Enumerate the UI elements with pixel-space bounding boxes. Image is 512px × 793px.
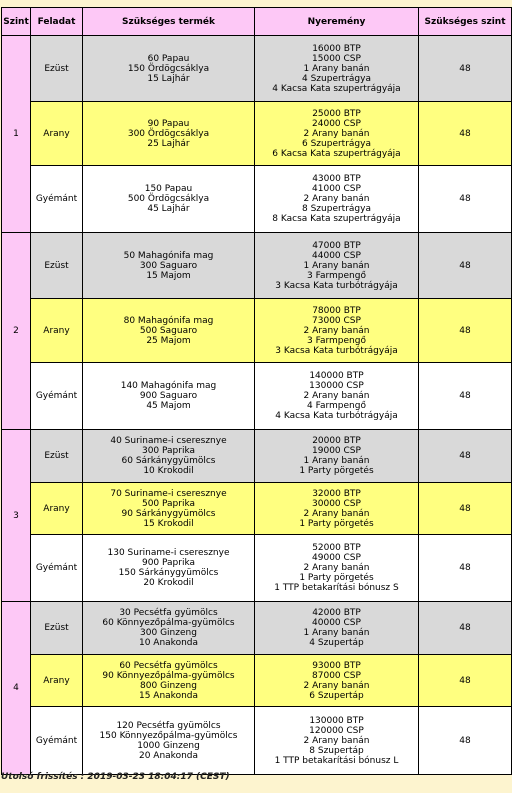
line: 1 Arany banán bbox=[303, 628, 370, 638]
line: 150 Könnyezőpálma-gyümölcs bbox=[99, 730, 238, 741]
line: 32000 BTP bbox=[312, 488, 361, 499]
line: 16000 BTP bbox=[312, 43, 361, 54]
line: 90 Sárkánygyümölcs bbox=[121, 508, 216, 519]
level-cell: 1 bbox=[2, 36, 31, 233]
line: 15 Majom bbox=[146, 270, 191, 281]
table-row bbox=[2, 363, 512, 430]
line: 47000 BTP bbox=[312, 240, 361, 251]
required-level-cell: 48 bbox=[419, 483, 512, 535]
required-level-cell: 48 bbox=[419, 102, 512, 166]
reward-cell bbox=[255, 363, 419, 430]
line: 2 Arany banán bbox=[303, 735, 370, 746]
line: 120 Pecsétfa gyümölcs bbox=[116, 720, 221, 731]
line: 4 Farmpengő bbox=[307, 401, 366, 411]
required-level-cell: 48 bbox=[419, 602, 512, 655]
line: 1 TTP betakarítási bónusz L bbox=[274, 755, 399, 766]
line: 2 Arany banán bbox=[303, 680, 370, 691]
required-cell bbox=[83, 655, 255, 707]
task-cell: Gyémánt bbox=[31, 166, 83, 233]
line: 70 Suriname-i cseresznye bbox=[110, 488, 227, 499]
required-cell bbox=[83, 166, 255, 233]
table-row bbox=[2, 166, 512, 233]
line: 6 Kacsa Kata szupertrágyája bbox=[272, 148, 401, 159]
line: 78000 BTP bbox=[312, 305, 361, 316]
line: 49000 CSP bbox=[312, 553, 361, 563]
line: 45 Majom bbox=[146, 401, 191, 411]
line: 2 Arany banán bbox=[303, 325, 370, 336]
line: 25 Majom bbox=[146, 335, 191, 346]
task-cell: Gyémánt bbox=[31, 707, 83, 775]
required-cell bbox=[83, 299, 255, 363]
line: 10 Krokodil bbox=[143, 466, 194, 476]
line: 2 Arany banán bbox=[303, 194, 370, 204]
line: 24000 CSP bbox=[312, 118, 361, 129]
line: 50 Mahagónifa mag bbox=[123, 250, 214, 261]
line: 15 Anakonda bbox=[138, 690, 199, 701]
line: 1 Arany banán bbox=[303, 456, 370, 466]
rewards-table bbox=[1, 7, 512, 775]
line: 2 Arany banán bbox=[303, 391, 370, 401]
line: 8 Kacsa Kata szupertrágyája bbox=[272, 214, 401, 224]
required-cell bbox=[83, 430, 255, 483]
line: 2 Arany banán bbox=[303, 508, 370, 519]
required-level-cell: 48 bbox=[419, 166, 512, 233]
line: 140000 BTP bbox=[309, 371, 364, 381]
line: 8 Szupertrágya bbox=[302, 204, 371, 214]
line: 19000 CSP bbox=[312, 446, 361, 456]
reward-cell bbox=[255, 535, 419, 602]
reward-cell bbox=[255, 299, 419, 363]
line: 42000 BTP bbox=[312, 608, 361, 618]
required-cell bbox=[83, 602, 255, 655]
line: 45 Lajhár bbox=[147, 204, 190, 214]
line: 6 Szupertáp bbox=[309, 690, 364, 701]
task-cell: Gyémánt bbox=[31, 535, 83, 602]
line: 500 Saguaro bbox=[139, 325, 198, 336]
line: 300 Ginzeng bbox=[140, 628, 197, 638]
line: 6 Szupertrágya bbox=[302, 138, 371, 149]
line: 3 Farmpengő bbox=[307, 270, 366, 281]
line: 300 Ördögcsáklya bbox=[127, 128, 210, 139]
line: 87000 CSP bbox=[312, 670, 361, 681]
required-cell bbox=[83, 36, 255, 102]
reward-cell bbox=[255, 166, 419, 233]
line: 25000 BTP bbox=[312, 108, 361, 119]
line: 4 Szupertáp bbox=[309, 638, 364, 648]
required-cell bbox=[83, 535, 255, 602]
task-cell: Arany bbox=[31, 483, 83, 535]
required-level-cell: 48 bbox=[419, 363, 512, 430]
header-level: Szint bbox=[2, 8, 31, 36]
line: 300 Paprika bbox=[141, 446, 196, 456]
table-row bbox=[2, 36, 512, 102]
level-cell: 4 bbox=[2, 602, 31, 775]
line: 2 Arany banán bbox=[303, 128, 370, 139]
line: 15 Krokodil bbox=[143, 518, 194, 529]
table-row bbox=[2, 535, 512, 602]
line: 500 Paprika bbox=[141, 498, 196, 509]
line: 1 Arany banán bbox=[303, 260, 370, 271]
line: 4 Kacsa Kata szupertrágyája bbox=[272, 83, 401, 94]
header-reward: Nyeremény bbox=[255, 8, 419, 36]
table-row bbox=[2, 102, 512, 166]
line: 93000 BTP bbox=[312, 660, 361, 671]
line: 15 Lajhár bbox=[147, 73, 190, 84]
line: 900 Saguaro bbox=[139, 391, 198, 401]
reward-cell bbox=[255, 655, 419, 707]
line: 44000 CSP bbox=[312, 250, 361, 261]
reward-cell bbox=[255, 36, 419, 102]
table-row bbox=[2, 483, 512, 535]
line: 1 Party pörgetés bbox=[299, 518, 374, 529]
last-updated: Utolsó frissítés : 2019-03-23 18:04:17 (CEST) bbox=[1, 772, 230, 782]
required-level-cell: 48 bbox=[419, 707, 512, 775]
task-cell: Gyémánt bbox=[31, 363, 83, 430]
header-required: Szükséges termék bbox=[83, 8, 255, 36]
header-row bbox=[2, 8, 512, 36]
reward-cell bbox=[255, 483, 419, 535]
line: 900 Paprika bbox=[141, 558, 196, 568]
line: 150 Sárkánygyümölcs bbox=[118, 568, 219, 578]
table-row bbox=[2, 707, 512, 775]
line: 150 Ördögcsáklya bbox=[127, 63, 210, 74]
required-cell bbox=[83, 707, 255, 775]
line: 1000 Ginzeng bbox=[137, 740, 200, 751]
line: 20 Anakonda bbox=[138, 750, 199, 761]
reward-cell bbox=[255, 102, 419, 166]
reward-cell bbox=[255, 602, 419, 655]
line: 1 TTP betakarítási bónusz S bbox=[274, 583, 399, 593]
line: 60 Papau bbox=[147, 53, 190, 64]
line: 90 Könnyezőpálma-gyümölcs bbox=[102, 670, 235, 681]
line: 60 Könnyezőpálma-gyümölcs bbox=[102, 618, 235, 628]
table-row bbox=[2, 430, 512, 483]
line: 3 Kacsa Kata turbótrágyája bbox=[275, 280, 398, 291]
line: 140 Mahagónifa mag bbox=[120, 381, 217, 391]
line: 20000 BTP bbox=[312, 436, 361, 446]
table-row bbox=[2, 233, 512, 299]
line: 52000 BTP bbox=[312, 543, 361, 553]
line: 1 Arany banán bbox=[303, 63, 370, 74]
line: 80 Mahagónifa mag bbox=[123, 315, 214, 326]
required-level-cell: 48 bbox=[419, 430, 512, 483]
level-cell: 2 bbox=[2, 233, 31, 430]
task-cell: Arany bbox=[31, 655, 83, 707]
line: 1 Party pörgetés bbox=[299, 573, 374, 583]
required-cell bbox=[83, 483, 255, 535]
line: 800 Ginzeng bbox=[140, 680, 197, 691]
line: 120000 CSP bbox=[309, 725, 364, 736]
line: 4 Kacsa Kata turbótrágyája bbox=[275, 411, 398, 421]
task-cell: Ezüst bbox=[31, 602, 83, 655]
reward-cell bbox=[255, 233, 419, 299]
required-cell bbox=[83, 363, 255, 430]
line: 25 Lajhár bbox=[147, 138, 190, 149]
line: 10 Anakonda bbox=[138, 638, 199, 648]
line: 60 Pecsétfa gyümölcs bbox=[119, 660, 218, 671]
header-required-level: Szükséges szint bbox=[419, 8, 512, 36]
reward-cell bbox=[255, 430, 419, 483]
required-cell bbox=[83, 233, 255, 299]
line: 3 Kacsa Kata turbótrágyája bbox=[275, 345, 398, 356]
line: 500 Ördögcsáklya bbox=[127, 194, 210, 204]
line: 30000 CSP bbox=[312, 498, 361, 509]
line: 130000 BTP bbox=[309, 715, 364, 726]
task-cell: Arany bbox=[31, 299, 83, 363]
line: 300 Saguaro bbox=[139, 260, 198, 271]
line: 41000 CSP bbox=[312, 184, 361, 194]
table-row bbox=[2, 602, 512, 655]
table-row bbox=[2, 655, 512, 707]
line: 1 Party pörgetés bbox=[299, 466, 374, 476]
line: 15000 CSP bbox=[312, 53, 361, 64]
line: 40000 CSP bbox=[312, 618, 361, 628]
line: 40 Suriname-i cseresznye bbox=[110, 436, 227, 446]
line: 130000 CSP bbox=[309, 381, 364, 391]
required-cell bbox=[83, 102, 255, 166]
header-task: Feladat bbox=[31, 8, 83, 36]
line: 2 Arany banán bbox=[303, 563, 370, 573]
line: 130 Suriname-i cseresznye bbox=[107, 548, 230, 558]
line: 3 Farmpengő bbox=[307, 335, 366, 346]
level-cell: 3 bbox=[2, 430, 31, 602]
line: 30 Pecsétfa gyümölcs bbox=[119, 608, 218, 618]
required-level-cell: 48 bbox=[419, 655, 512, 707]
line: 8 Szupertáp bbox=[309, 745, 364, 756]
table-body bbox=[2, 36, 512, 775]
line: 73000 CSP bbox=[312, 315, 361, 326]
line: 90 Papau bbox=[147, 118, 190, 129]
task-cell: Arany bbox=[31, 102, 83, 166]
line: 60 Sárkánygyümölcs bbox=[121, 456, 216, 466]
required-level-cell: 48 bbox=[419, 299, 512, 363]
required-level-cell: 48 bbox=[419, 535, 512, 602]
task-cell: Ezüst bbox=[31, 430, 83, 483]
reward-cell bbox=[255, 707, 419, 775]
required-level-cell: 48 bbox=[419, 36, 512, 102]
line: 43000 BTP bbox=[312, 174, 361, 184]
required-level-cell: 48 bbox=[419, 233, 512, 299]
task-cell: Ezüst bbox=[31, 36, 83, 102]
task-cell: Ezüst bbox=[31, 233, 83, 299]
line: 20 Krokodil bbox=[143, 578, 194, 588]
line: 4 Szupertrágya bbox=[302, 73, 371, 84]
table-row bbox=[2, 299, 512, 363]
line: 150 Papau bbox=[144, 184, 193, 194]
